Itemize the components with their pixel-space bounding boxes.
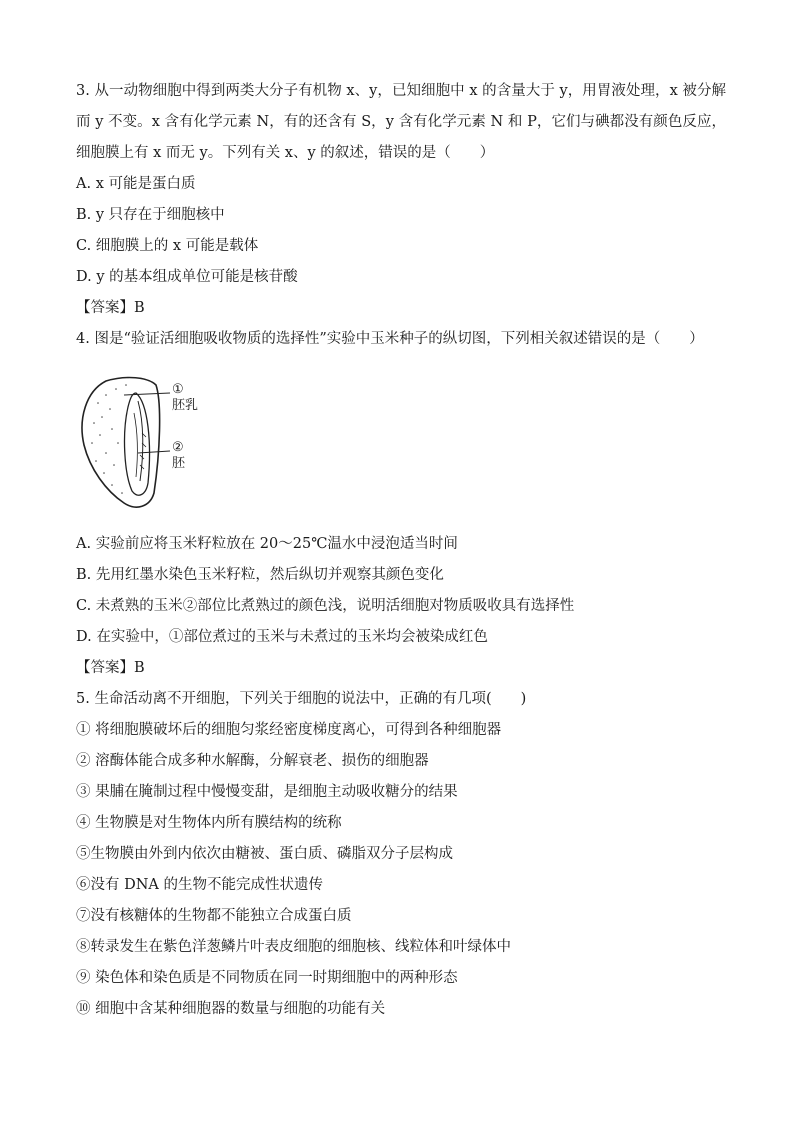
question-5-item-8: ⑧转录发生在紫色洋葱鳞片叶表皮细胞的细胞核、线粒体和叶绿体中 bbox=[76, 939, 511, 955]
question-5-item-2: ② 溶酶体能合成多种水解酶，分解衰老、损伤的细胞器 bbox=[76, 753, 429, 769]
question-4-option-b: B. 先用红墨水染色玉米籽粒，然后纵切并观察其颜色变化 bbox=[76, 567, 444, 583]
question-5-item-9: ⑨ 染色体和染色质是不同物质在同一时期细胞中的两种形态 bbox=[76, 970, 458, 986]
question-3-option-c: C. 细胞膜上的 x 可能是载体 bbox=[76, 238, 259, 254]
question-5-item-10: ⑩ 细胞中含某种细胞器的数量与细胞的功能有关 bbox=[76, 1001, 386, 1017]
question-3-answer: 【答案】B bbox=[76, 300, 145, 316]
question-4-stem: 4. 图是“验证活细胞吸收物质的选择性”实验中玉米种子的纵切图，下列相关叙述错误的是（ ） bbox=[76, 331, 704, 347]
question-4-answer: 【答案】B bbox=[76, 660, 145, 676]
corn-seed-drawing bbox=[76, 373, 246, 513]
question-5-item-1: ① 将细胞膜破坏后的细胞匀浆经密度梯度离心，可得到各种细胞器 bbox=[76, 722, 502, 738]
question-4-option-a: A. 实验前应将玉米籽粒放在 20～25℃温水中浸泡适当时间 bbox=[76, 536, 458, 552]
question-5-item-5: ⑤生物膜由外到内依次由糖被、蛋白质、磷脂双分子层构成 bbox=[76, 846, 453, 862]
question-5-stem: 5. 生命活动离不开细胞，下列关于细胞的说法中，正确的有几项( ) bbox=[76, 691, 527, 707]
corn-seed-figure bbox=[76, 373, 246, 513]
figure-label-1-number: ① bbox=[172, 382, 184, 397]
question-5-item-7: ⑦没有核糖体的生物都不能独立合成蛋白质 bbox=[76, 908, 352, 924]
question-3-option-a: A. x 可能是蛋白质 bbox=[76, 176, 196, 192]
figure-label-2-number: ② bbox=[172, 440, 184, 455]
figure-label-1-text: 胚乳 bbox=[172, 398, 199, 413]
question-5-item-3: ③ 果脯在腌制过程中慢慢变甜，是细胞主动吸收糖分的结果 bbox=[76, 784, 458, 800]
question-3-stem: 3. 从一动物细胞中得到两类大分子有机物 x、y，已知细胞中 x 的含量大于 y，用胃液处理，x 被分解而 y 不变。x 含有化学元素 N，有的还含有 S，y 含有化学元素 N 和 P，它们与碘都没有颜色反应，细胞膜上有 x 而无 y。下列有关 x、y 的叙述，错误的是（ ） bbox=[76, 83, 726, 161]
figure-label-2-text: 胚 bbox=[172, 456, 186, 471]
question-3-option-d: D. y 的基本组成单位可能是核苷酸 bbox=[76, 269, 298, 285]
question-4-option-d: D. 在实验中，①部位煮过的玉米与未煮过的玉米均会被染成红色 bbox=[76, 629, 488, 645]
question-3-option-b: B. y 只存在于细胞核中 bbox=[76, 207, 225, 223]
question-4-option-c: C. 未煮熟的玉米②部位比煮熟过的颜色浅，说明活细胞对物质吸收具有选择性 bbox=[76, 598, 575, 614]
document-page bbox=[76, 76, 726, 1025]
question-5-item-4: ④ 生物膜是对生物体内所有膜结构的统称 bbox=[76, 815, 342, 831]
question-5-item-6: ⑥没有 DNA 的生物不能完成性状遗传 bbox=[76, 877, 324, 893]
